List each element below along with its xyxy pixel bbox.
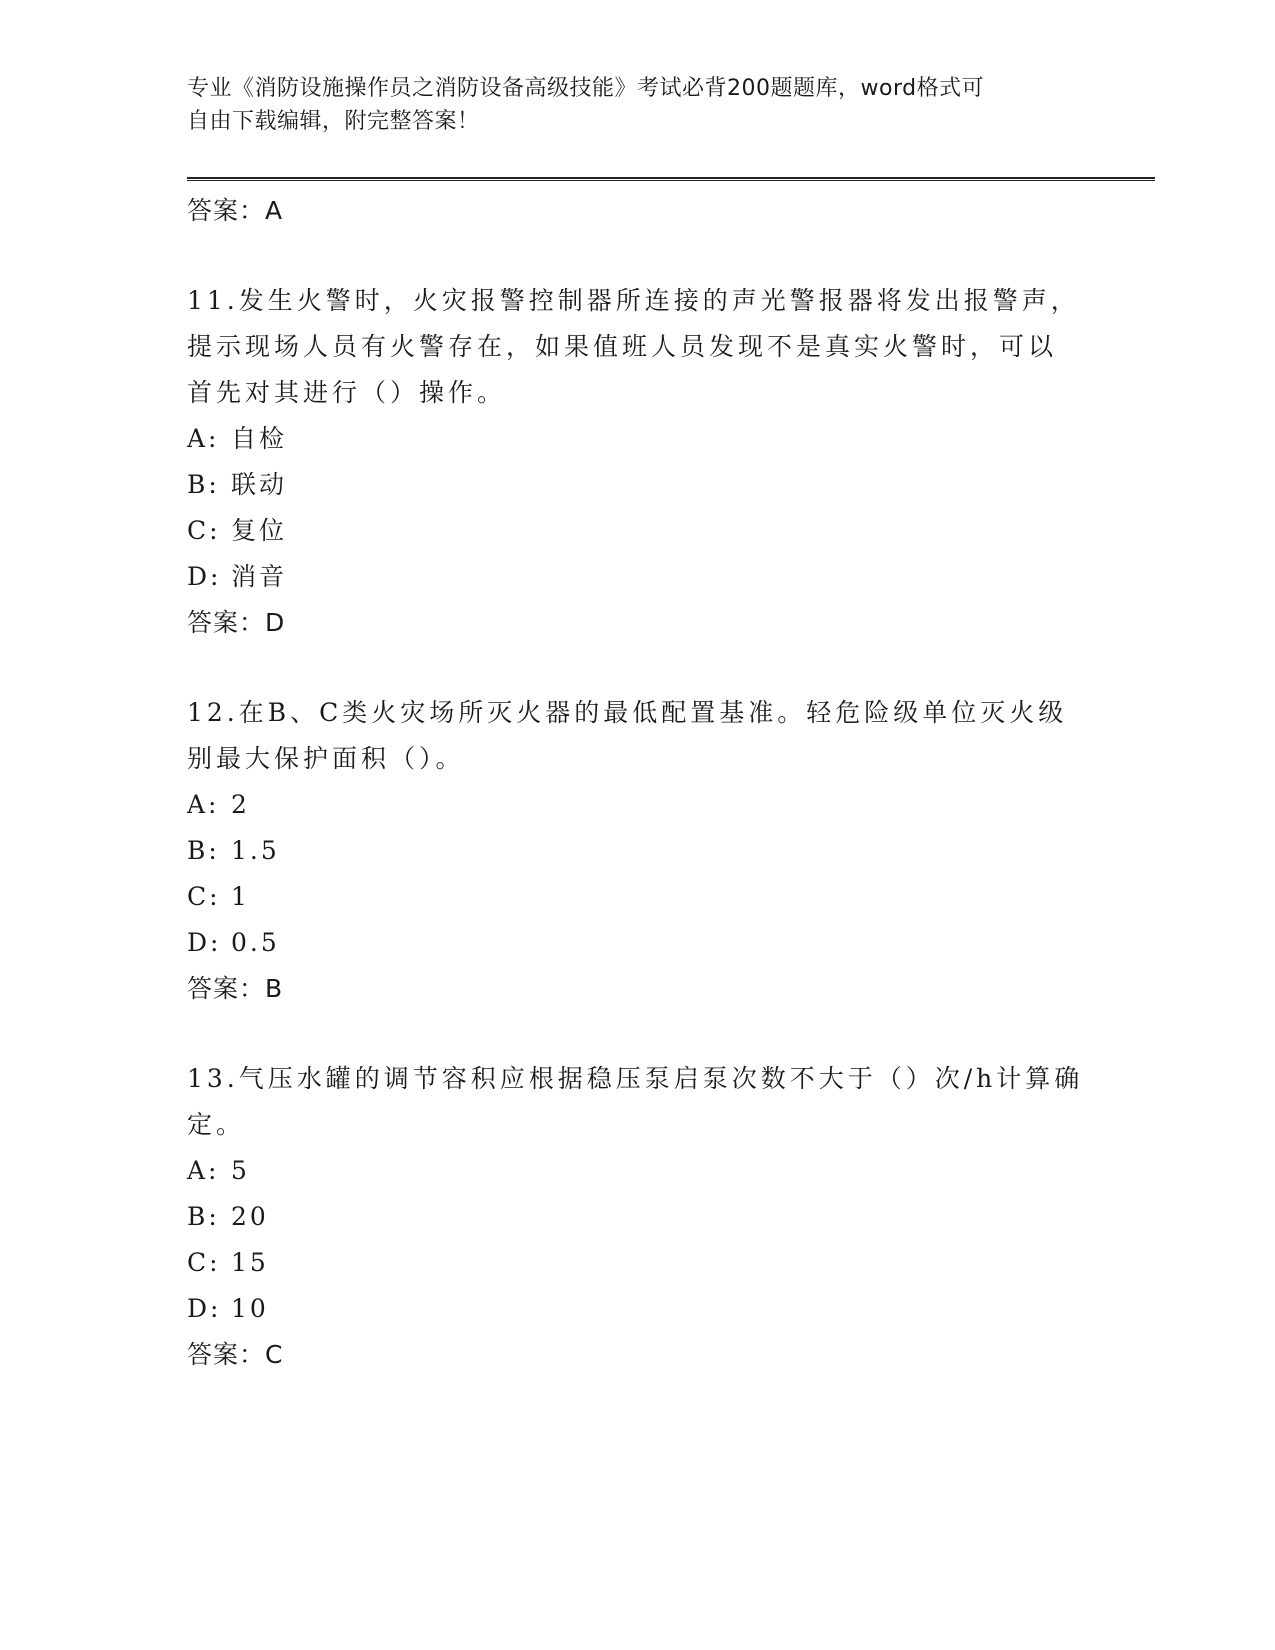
option-text: 15: [231, 1248, 269, 1277]
option-text: 联动: [231, 470, 288, 499]
option-b: [187, 1194, 1087, 1240]
option-letter: A:: [187, 1156, 220, 1185]
answer-line: 答案：D: [187, 608, 286, 637]
question-line: 定。: [187, 1110, 246, 1139]
question-11: [187, 278, 1087, 646]
previous-answer: 答案：A: [187, 196, 284, 225]
question-line: 12.在B、C类火灾场所灭火器的最低配置基准。轻危险级单位灭火级: [187, 698, 1068, 727]
option-text: 1.5: [231, 836, 280, 865]
question-text: [187, 690, 1087, 782]
answer-line: 答案：B: [187, 974, 284, 1003]
option-letter: C:: [187, 516, 221, 545]
question-line: 提示现场人员有火警存在，如果值班人员发现不是真实火警时，可以: [187, 332, 1058, 361]
page-header: [187, 72, 1067, 138]
option-letter: B:: [187, 836, 220, 865]
option-letter: A:: [187, 790, 220, 819]
header-divider: [187, 177, 1155, 181]
answer-line: 答案：C: [187, 1340, 284, 1369]
option-c: [187, 508, 1087, 554]
option-d: [187, 920, 1087, 966]
option-a: [187, 782, 1087, 828]
option-text: 0.5: [231, 928, 280, 957]
option-letter: D:: [187, 1294, 222, 1323]
question-line: 别最大保护面积（）。: [187, 744, 465, 773]
header-line-2: 自由下载编辑，附完整答案！: [187, 109, 480, 134]
option-d: [187, 554, 1087, 600]
option-letter: C:: [187, 882, 221, 911]
option-c: [187, 874, 1087, 920]
option-text: 10: [231, 1294, 269, 1323]
option-letter: C:: [187, 1248, 221, 1277]
document-body: [187, 188, 1087, 1378]
question-line: 13.气压水罐的调节容积应根据稳压泵启泵次数不大于（）次/h计算确: [187, 1064, 1084, 1093]
option-letter: A:: [187, 424, 220, 453]
option-text: 1: [231, 882, 250, 911]
option-text: 消音: [231, 562, 288, 591]
question-13: [187, 1056, 1087, 1378]
option-a: [187, 1148, 1087, 1194]
option-b: [187, 828, 1087, 874]
option-c: [187, 1240, 1087, 1286]
option-text: 自检: [231, 424, 288, 453]
option-text: 2: [231, 790, 250, 819]
option-text: 5: [231, 1156, 250, 1185]
question-text: [187, 1056, 1087, 1148]
header-line-1: 专业《消防设施操作员之消防设备高级技能》考试必背200题题库，word格式可: [187, 76, 985, 101]
option-text: 20: [231, 1202, 269, 1231]
question-12: [187, 690, 1087, 1012]
option-letter: B:: [187, 470, 220, 499]
option-text: 复位: [231, 516, 288, 545]
question-line: 11.发生火警时，火灾报警控制器所连接的声光警报器将发出报警声，: [187, 286, 1080, 315]
option-a: [187, 416, 1087, 462]
question-line: 首先对其进行（）操作。: [187, 378, 507, 407]
option-d: [187, 1286, 1087, 1332]
option-b: [187, 462, 1087, 508]
option-letter: D:: [187, 562, 222, 591]
option-letter: D:: [187, 928, 222, 957]
option-letter: B:: [187, 1202, 220, 1231]
question-text: [187, 278, 1087, 416]
